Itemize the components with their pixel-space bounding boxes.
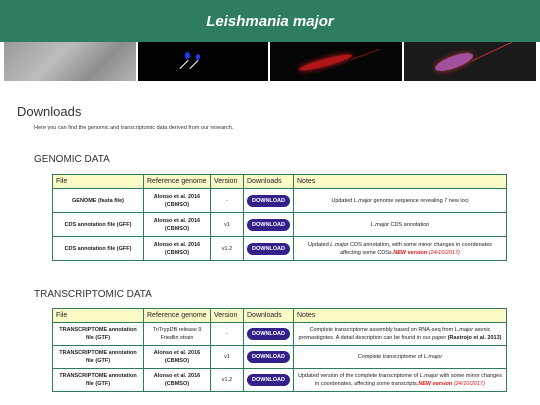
version-cell: -: [211, 323, 244, 346]
col-file: File: [53, 175, 144, 189]
file-name: CDS annotation file (GFF): [53, 213, 144, 237]
table-row: [53, 213, 507, 237]
paper-reference: (Rastrojo et al. 2013): [447, 335, 502, 341]
table-header-row: [53, 309, 507, 323]
download-cell: [244, 189, 294, 213]
download-button[interactable]: DOWNLOAD: [247, 328, 290, 340]
col-version: Version: [211, 175, 244, 189]
col-notes: Notes: [294, 309, 507, 323]
reference-cell: Alonso et al. 2016 (CBMSO): [144, 346, 211, 369]
col-notes: Notes: [294, 175, 507, 189]
col-downloads: Downloads: [244, 309, 294, 323]
download-cell: [244, 323, 294, 346]
version-cell: v1: [211, 213, 244, 237]
version-cell: -: [211, 189, 244, 213]
new-version-date: (24/10/2017): [427, 249, 460, 256]
image-banner: [0, 42, 540, 82]
notes-cell: Complete transcriptome assembly based on RNA-seq from L.major axenic promastigotes. A detail description can be found in our paper (Rastrojo et al. 2013): [294, 323, 507, 346]
table-row: [53, 237, 507, 261]
download-button[interactable]: DOWNLOAD: [247, 219, 290, 231]
file-name: GENOME (fasta file): [53, 189, 144, 213]
download-button[interactable]: DOWNLOAD: [247, 195, 290, 207]
reference-cell: Alonso et al. 2016 (CBMSO): [144, 369, 211, 392]
download-cell: [244, 237, 294, 261]
table-row: [53, 346, 507, 369]
col-downloads: Downloads: [244, 175, 294, 189]
col-reference: Reference genome: [144, 175, 211, 189]
table-row: [53, 189, 507, 213]
reference-cell: Alonso et al. 2016 (CBMSO): [144, 213, 211, 237]
version-cell: v1.2: [211, 237, 244, 261]
download-button[interactable]: DOWNLOAD: [247, 351, 290, 363]
genomic-data-table: [52, 174, 507, 261]
col-version: Version: [211, 309, 244, 323]
file-name: CDS annotation file (GFF): [53, 237, 144, 261]
download-cell: [244, 213, 294, 237]
microscopy-image-merged: [404, 42, 536, 81]
col-reference: Reference genome: [144, 309, 211, 323]
new-version-label: NEW version: [393, 249, 428, 256]
table-row: [53, 323, 507, 346]
notes-cell: Complete transcriptome of L.major: [294, 346, 507, 369]
file-name: TRANSCRIPTOME annotation file (GTF): [53, 323, 144, 346]
microscopy-image-gray: [4, 42, 136, 81]
reference-cell: Alonso et al. 2016 (CBMSO): [144, 189, 211, 213]
new-version-label: NEW version: [418, 381, 453, 387]
reference-cell: Alonso et al. 2016 (CBMSO): [144, 237, 211, 261]
page-title: Downloads: [17, 104, 82, 119]
intro-text: Here you can find the genomic and transcriptomic data derived from our research.: [34, 125, 234, 131]
microscopy-image-blue: [138, 42, 268, 81]
table-header-row: [53, 175, 507, 189]
notes-cell: L.major CDS annotation: [294, 213, 507, 237]
file-name: TRANSCRIPTOME annotation file (GTF): [53, 346, 144, 369]
download-cell: [244, 346, 294, 369]
table-row: [53, 369, 507, 392]
site-header: [0, 0, 540, 42]
microscopy-image-red: [270, 42, 402, 81]
version-cell: v1.2: [211, 369, 244, 392]
download-cell: [244, 369, 294, 392]
col-file: File: [53, 309, 144, 323]
new-version-date: (24/10/2017): [452, 381, 485, 387]
reference-cell: TriTrypDB release 9 Friedlin strain: [144, 323, 211, 346]
download-button[interactable]: DOWNLOAD: [247, 374, 290, 386]
notes-cell: Updated version of the complete transcriptome of L.major with some minor changes in coordenates, affecting some transcripts.NEW version (24/10/2017): [294, 369, 507, 392]
transcriptomic-data-heading: TRANSCRIPTOMIC DATA: [34, 289, 152, 300]
version-cell: v1: [211, 346, 244, 369]
notes-cell: Updated L.major CDS annotation, with some minor changes in coordenates affecting some CDSs.NEW version (24/10/2017): [294, 237, 507, 261]
transcriptomic-data-table: [52, 308, 507, 392]
genomic-data-heading: GENOMIC DATA: [34, 154, 110, 165]
download-button[interactable]: DOWNLOAD: [247, 243, 290, 255]
file-name: TRANSCRIPTOME annotation file (GTF): [53, 369, 144, 392]
notes-cell: Updated L.major genome sequence revealing 7 new loci: [294, 189, 507, 213]
site-title: Leishmania major: [206, 12, 334, 30]
